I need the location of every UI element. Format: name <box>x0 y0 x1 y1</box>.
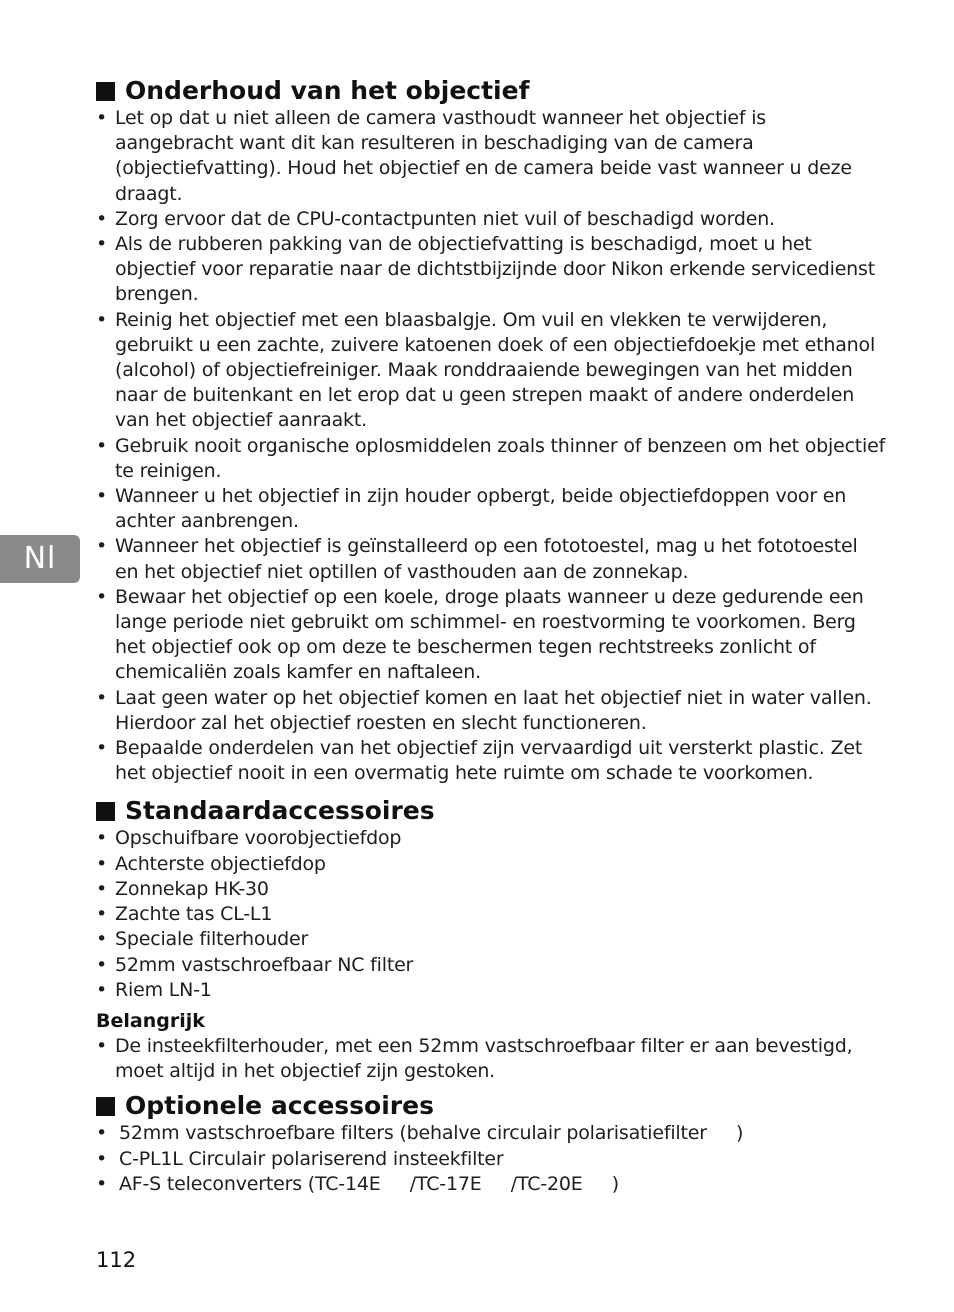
list-item: • Wanneer u het objectief in zijn houder opbergt, beide objectiefdoppen voor en achter aanbrengen. <box>96 485 847 533</box>
list-item: • Riem LN-1 <box>96 978 212 1001</box>
list-item: • Bepaalde onderdelen van het objectief zijn vervaardigd uit versterkt plastic. Zet het objectief nooit in een overmatig hete ruimte om schade te voorkomen. <box>96 737 863 785</box>
list-item: • Opschuifbare voorobjectiefdop <box>96 827 402 850</box>
section-heading-optional-accessories <box>96 1091 886 1121</box>
square-bullet-icon <box>96 1097 115 1116</box>
list-item: • C-PL1L Circulair polariserend insteekfilter <box>96 1147 504 1170</box>
list-item: • Wanneer het objectief is geïnstalleerd op een fototoestel, mag u het fototoestel en het objectief niet optillen of vasthouden aan de zonnekap. <box>96 535 858 583</box>
section-heading-standard-accessories <box>96 796 886 826</box>
list-item: • Als de rubberen pakking van de objectiefvatting is beschadigd, moet u het objectief voor reparatie naar de dichtstbijzijnde door Nikon erkende servicedienst brengen. <box>96 233 875 306</box>
square-bullet-icon <box>96 82 115 101</box>
section-title: Standaardaccessoires <box>125 796 435 826</box>
language-tab: Nl <box>0 535 80 583</box>
list-item: • Reinig het objectief met een blaasbalgje. Om vuil en vlekken te verwijderen, gebruikt u een zachte, zuivere katoenen doek of een objectiefdoekje met ethanol (alcohol) of objectiefreiniger. Maak ronddraaiende bewegingen van het midden naar de buitenkant en let erop dat u geen strepen maakt of andere onderdelen van het objectief aanraakt. <box>96 308 876 432</box>
list-item: • Bewaar het objectief op een koele, droge plaats wanneer u deze gedurende een lange periode niet gebruikt om schimmel- en roestvorming te voorkomen. Berg het objectief ook op om deze te beschermen tegen rechtstreeks zonlicht of chemicaliën zoals kamfer en naftaleen. <box>96 585 864 684</box>
section-heading-maintenance <box>96 76 886 106</box>
list-item: • Laat geen water op het objectief komen en laat het objectief niet in water vallen. Hierdoor zal het objectief roesten en slecht functioneren. <box>96 686 872 734</box>
list-item: • De insteekfilterhouder, met een 52mm vastschroefbaar filter er aan bevestigd, moet altijd in het objectief zijn gestoken. <box>96 1034 853 1083</box>
optional-accessories-list <box>96 1121 886 1197</box>
important-list <box>96 1034 886 1084</box>
list-item: • Speciale filterhouder <box>96 928 309 951</box>
page-content <box>96 76 886 1197</box>
list-item: • 52mm vastschroefbare filters (behalve circulair polarisatiefilter ) <box>96 1122 744 1145</box>
list-item: • Achterste objectiefdop <box>96 852 326 875</box>
list-item: • Zachte tas CL-L1 <box>96 903 273 926</box>
list-item: • 52mm vastschroefbaar NC filter <box>96 953 414 976</box>
standard-accessories-list <box>96 826 886 1002</box>
list-item: • Zorg ervoor dat de CPU-contactpunten niet vuil of beschadigd worden. <box>96 207 775 230</box>
list-item: • AF-S teleconverters (TC-14E /TC-17E /TC-20E ) <box>96 1172 619 1195</box>
important-label: Belangrijk <box>96 1009 205 1032</box>
section-title: Optionele accessoires <box>125 1091 434 1121</box>
maintenance-list <box>96 106 886 786</box>
list-item: • Gebruik nooit organische oplosmiddelen zoals thinner of benzeen om het objectief te reinigen. <box>96 434 886 482</box>
section-title: Onderhoud van het objectief <box>125 76 530 105</box>
square-bullet-icon <box>96 802 115 821</box>
list-item: • Let op dat u niet alleen de camera vasthoudt wanneer het objectief is aangebracht want dit kan resulteren in beschadiging van de camera (objectiefvatting). Houd het objectief en de camera beide vast wanneer u deze draagt. <box>96 107 852 205</box>
page-number: 112 <box>96 1248 137 1272</box>
list-item: • Zonnekap HK-30 <box>96 877 269 900</box>
